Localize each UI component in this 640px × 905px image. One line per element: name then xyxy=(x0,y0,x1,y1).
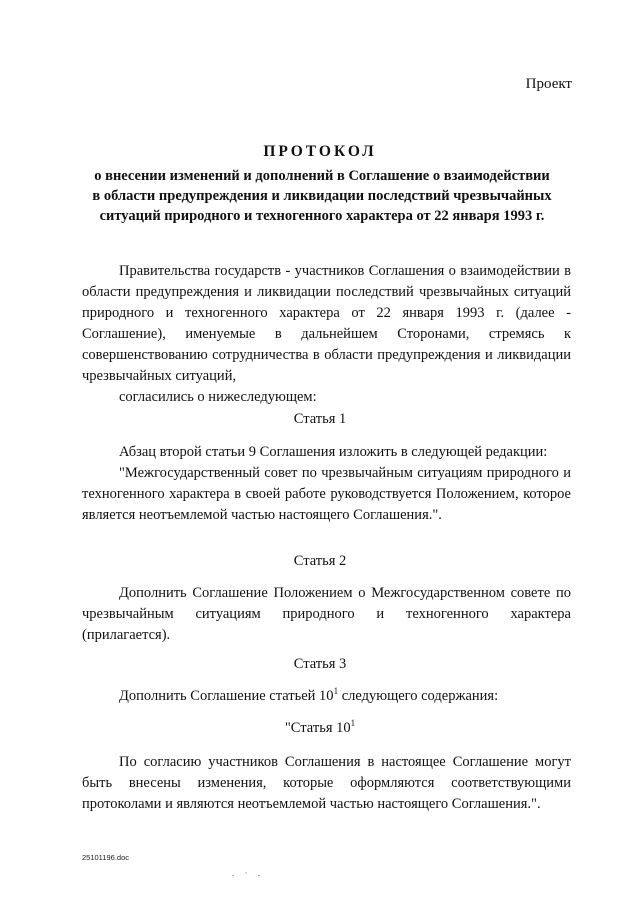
article-3-heading: Статья 3 xyxy=(293,656,347,672)
article-1-paragraph-2: "Межгосударственный совет по чрезвычайным ситуациям природного и техногенного характера в своей работе руководствуется Положением, которое является неотъемлемой частью настоящего Соглашения.". xyxy=(82,465,571,523)
footer-filename: 25101196.doc xyxy=(82,853,129,862)
subtitle-line: в области предупреждения и ликвидации последствий чрезвычайных xyxy=(92,188,552,204)
article-3-paragraph-prefix: Дополнить Соглашение статьей 10 xyxy=(119,688,334,704)
subtitle-line: ситуаций природного и техногенного характера от 22 января 1993 г. xyxy=(99,208,545,224)
article-1-paragraph-1: Абзац второй статьи 9 Соглашения изложить в следующей редакции: xyxy=(119,444,548,460)
document-title: ПРОТОКОЛ xyxy=(263,143,377,160)
preamble-agreed: согласились о нижеследующем: xyxy=(119,389,317,405)
article-1-heading: Статья 1 xyxy=(293,411,347,427)
quoted-article-paragraph: По согласию участников Соглашения в настоящее Соглашение могут быть внесены изменения, которые оформляются соответствующими протоколами и являются неотъемлемой частью настоящего Соглашения.". xyxy=(82,754,571,812)
article-2-heading: Статья 2 xyxy=(293,553,347,569)
article-2-paragraph: Дополнить Соглашение Положением о Межгосударственном совете по чрезвычайным ситуациям природного и техногенного характера (прилагается). xyxy=(82,585,571,643)
preamble-paragraph: Правительства государств - участников Соглашения о взаимодействии в области предупреждения и ликвидации последствий чрезвычайных ситуаций природного и техногенного характера от 22 января 1993 г. (далее - Соглашение), именуемые в дальнейшем Сторонами, стремясь к совершенствованию сотрудничества в области предупреждения и ликвидации чрезвычайных ситуаций, xyxy=(82,263,571,384)
subtitle-line: о внесении изменений и дополнений в Соглашение о взаимодействии xyxy=(94,168,550,184)
quoted-article-body xyxy=(82,752,571,815)
preamble-section xyxy=(82,261,571,408)
quoted-article-heading-sup: 1 xyxy=(350,718,356,729)
article-3-body xyxy=(82,686,571,707)
article-1-body xyxy=(82,442,571,526)
scan-artifact: . · . xyxy=(232,868,264,878)
article-3-paragraph-suffix: следующего содержания: xyxy=(338,688,499,704)
article-2-body xyxy=(82,583,571,646)
quoted-article-heading-prefix: "Статья 10 xyxy=(284,720,351,736)
document-subtitle xyxy=(72,166,572,226)
draft-label: Проект xyxy=(525,76,572,92)
article-3-paragraph-sup: 1 xyxy=(333,686,339,697)
quoted-article-heading xyxy=(0,720,640,737)
article-3-paragraph xyxy=(82,686,571,707)
